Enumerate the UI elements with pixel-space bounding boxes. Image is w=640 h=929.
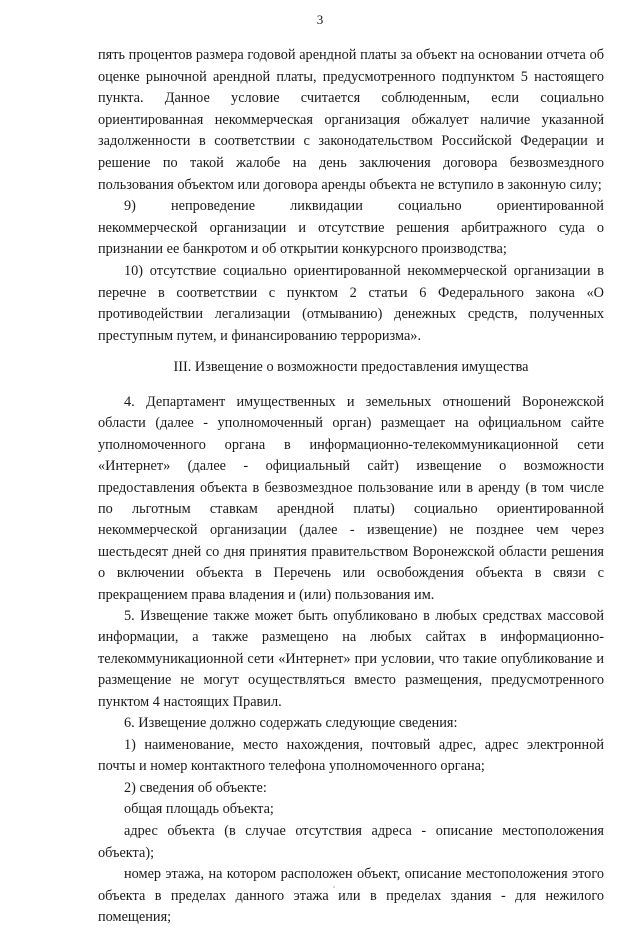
subitem-floor: номер этажа, на котором расположен объект, описание местоположения этого объекта в пределах данного этажа или в пределах здания - для нежилого помещения;: [98, 866, 604, 926]
paragraph-4: 4. Департамент имущественных и земельных отношений Воронежской области (далее - уполномоченный орган) размещает на официальном сайте уполномоченного органа в информационно-телекоммуникационной сети «Интернет» (далее - официальный сайт) извещение о возможности предоставления объекта в безвозмездное пользование или в аренду (в том числе по льготным ставкам арендной платы) социально ориентированной некоммерческой организации (далее - извещение) не позднее чем через шестьдесят дней со дня принятия правительством Воронежской области решения о включении объекта в Перечень или освобождения объекта в связи с прекращением права владения и (или) пользования им.: [98, 393, 604, 603]
top-paragraph: пять процентов размера годовой арендной платы за объект на основании отчета об оценке рыночной арендной платы, предусмотренного подпунктом 5 настоящего пункта. Данное условие считается соблюденным, если социально ориентированная некоммерческая организация обжалует наличие указанной задолженности в соответствии с законодательством Российской Федерации и решение по такой жалобе на день заключения договора безвозмездного пользования объектом или договора аренды объекта не вступило в законную силу;: [98, 47, 604, 193]
item-10: 10) отсутствие социально ориентированной некоммерческой организации в перечне в соответствии с пунктом 2 статьи 6 Федерального закона «О противодействии легализации (отмыванию) денежных средств, полученных преступным путем, и финансированию терроризма».: [98, 262, 604, 344]
paragraph-5: 5. Извещение также может быть опубликовано в любых средствах массовой информации, а также размещено на любых сайтах в информационно-телекоммуникационной сети «Интернет» при условии, что такие опубликование и размещение не могут осуществляться вместо размещения, предусмотренного пунктом 4 настоящих Правил.: [98, 607, 604, 710]
paragraph-6: 6. Извещение должно содержать следующие сведения:: [124, 715, 458, 731]
item-9-word: непроведение: [171, 198, 256, 215]
subitem-1: 1) наименование, место нахождения, почтовый адрес, адрес электронной почты и номер контактного телефона уполномоченного органа;: [98, 736, 604, 775]
item-9-continuation: некоммерческой организации и отсутствие решения арбитражного суда о признании ее банкротом и об открытии конкурсного производства;: [98, 219, 604, 258]
section-heading: III. Извещение о возможности предоставления имущества: [173, 359, 529, 376]
subitem-address: адрес объекта (в случае отсутствия адреса - описание местоположения объекта);: [98, 822, 604, 861]
subitem-area: общая площадь объекта;: [124, 801, 274, 818]
subitem-2: 2) сведения об объекте:: [124, 779, 267, 796]
document-body: [98, 45, 604, 929]
item-9-word: социально: [397, 198, 462, 215]
item-9-word: ликвидации: [290, 198, 363, 215]
item-9-first-line: [98, 196, 604, 218]
scan-speck: [333, 886, 335, 888]
page-number: 3: [316, 12, 324, 27]
item-9-number: 9): [124, 198, 136, 215]
item-9-word: ориентированной: [496, 198, 604, 215]
